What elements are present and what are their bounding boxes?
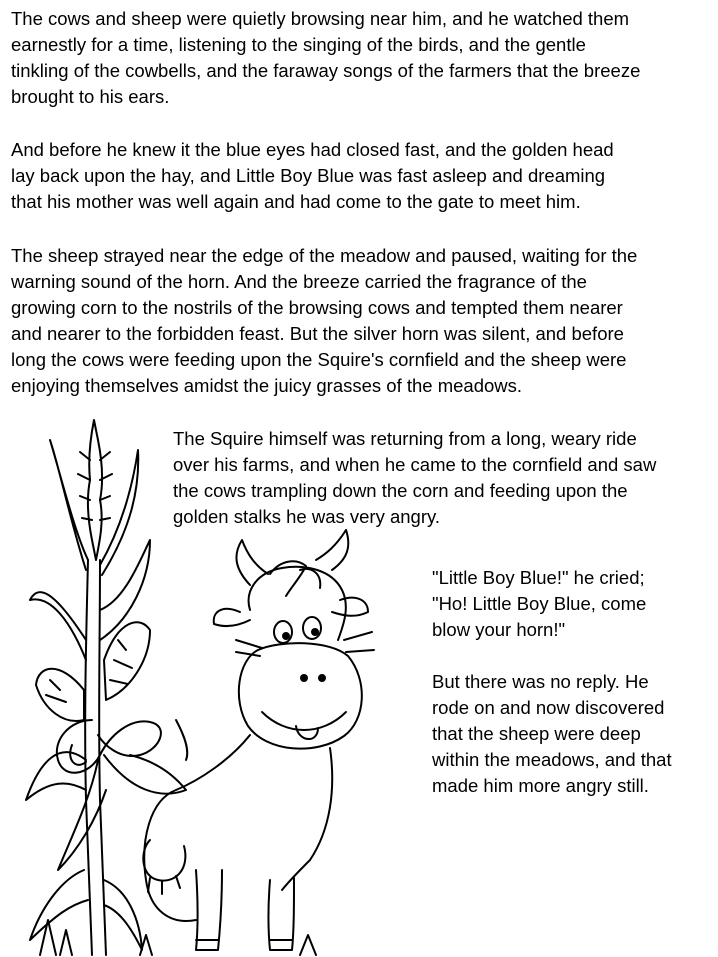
paragraph-6-line: within the meadows, and that [432,749,672,770]
corn-leaf [50,440,88,570]
paragraph-6-line: rode on and now discovered [432,697,665,718]
paragraph-3-line: enjoying themselves amidst the juicy grasses of the meadows. [11,375,523,396]
corn-leaf [30,870,88,940]
paragraph-3-line: The sheep strayed near the edge of the meadow and paused, waiting for the [11,245,638,266]
cow-pupil [283,633,289,639]
paragraph-1-line: tinkling of the cowbells, and the faraway songs of the farmers that the breeze [11,60,641,81]
corn-tassel [88,420,102,560]
cow-head [249,567,346,640]
ribbon-tail [176,720,187,760]
corn-ear [104,622,150,700]
paragraph-3 [11,243,637,399]
paragraph-3-line: long the cows were feeding upon the Squire's cornfield and the sheep were [11,349,627,370]
corn-leaf [104,880,142,950]
paragraph-3-line: and nearer to the forbidden feast. But the silver horn was silent, and before [11,323,624,344]
paragraph-6-line: But there was no reply. He [432,671,649,692]
paragraph-5-line: blow your horn!" [432,619,566,640]
cow-nostril [319,675,325,681]
cow-tongue [296,726,318,739]
paragraph-1 [11,6,640,110]
cow-udder [143,840,185,881]
corn-ear [46,680,66,702]
paragraph-6-line: made him more angry still. [432,775,649,796]
paragraph-1-line: earnestly for a time, listening to the singing of the birds, and the gentle [11,34,586,55]
paragraph-2-line: that his mother was well again and had come to the gate to meet him. [11,191,581,212]
paragraph-4 [173,426,656,530]
paragraph-2-line: lay back upon the hay, and Little Boy Blue was fast asleep and dreaming [11,165,606,186]
cow-body [282,748,332,890]
corn-ear [36,669,84,721]
paragraph-2-line: And before he knew it the blue eyes had closed fast, and the golden head [11,139,614,160]
paragraph-3-line: growing corn to the nostrils of the browsing cows and tempted them nearer [11,297,623,318]
paragraph-4-line: over his farms, and when he came to the cornfield and saw [173,454,657,475]
cow-eye [303,617,321,639]
cow-horn [316,530,348,570]
paragraph-3-line: warning sound of the horn. And the breeze carried the fragrance of the [11,271,587,292]
paragraph-5 [432,565,646,643]
cow-pupil [312,629,318,635]
cow-ear [332,598,368,616]
corn-tassel [78,452,112,520]
cow-horn [236,540,268,585]
cow-muzzle [239,643,362,749]
paragraph-1-line: brought to his ears. [11,86,170,107]
paragraph-6-line: that the sheep were deep [432,723,641,744]
corn-ear [110,640,132,684]
ribbon-tail [104,755,186,794]
cow [143,530,374,950]
paragraph-1-line: The cows and sheep were quietly browsing near him, and he watched them [11,8,630,29]
paragraph-5-line: "Ho! Little Boy Blue, come [432,593,647,614]
corn-leaf [100,450,138,575]
corn-leaf [26,752,86,800]
cow-nostril [301,675,307,681]
cow-ear [214,609,250,626]
cow-leg [196,870,222,950]
paragraph-6 [432,669,672,799]
cow-mouth [262,712,346,730]
paragraph-4-line: The Squire himself was returning from a long, weary ride [173,428,637,449]
paragraph-4-line: the cows trampling down the corn and feeding upon the [173,480,628,501]
paragraph-2 [11,137,614,215]
paragraph-5-line: "Little Boy Blue!" he cried; [432,567,645,588]
cornstalk-stem [85,560,92,955]
corn-leaf [30,592,86,660]
paragraph-4-line: golden stalks he was very angry. [173,506,441,527]
corn-leaf [100,540,150,640]
cow-eye [274,621,292,643]
